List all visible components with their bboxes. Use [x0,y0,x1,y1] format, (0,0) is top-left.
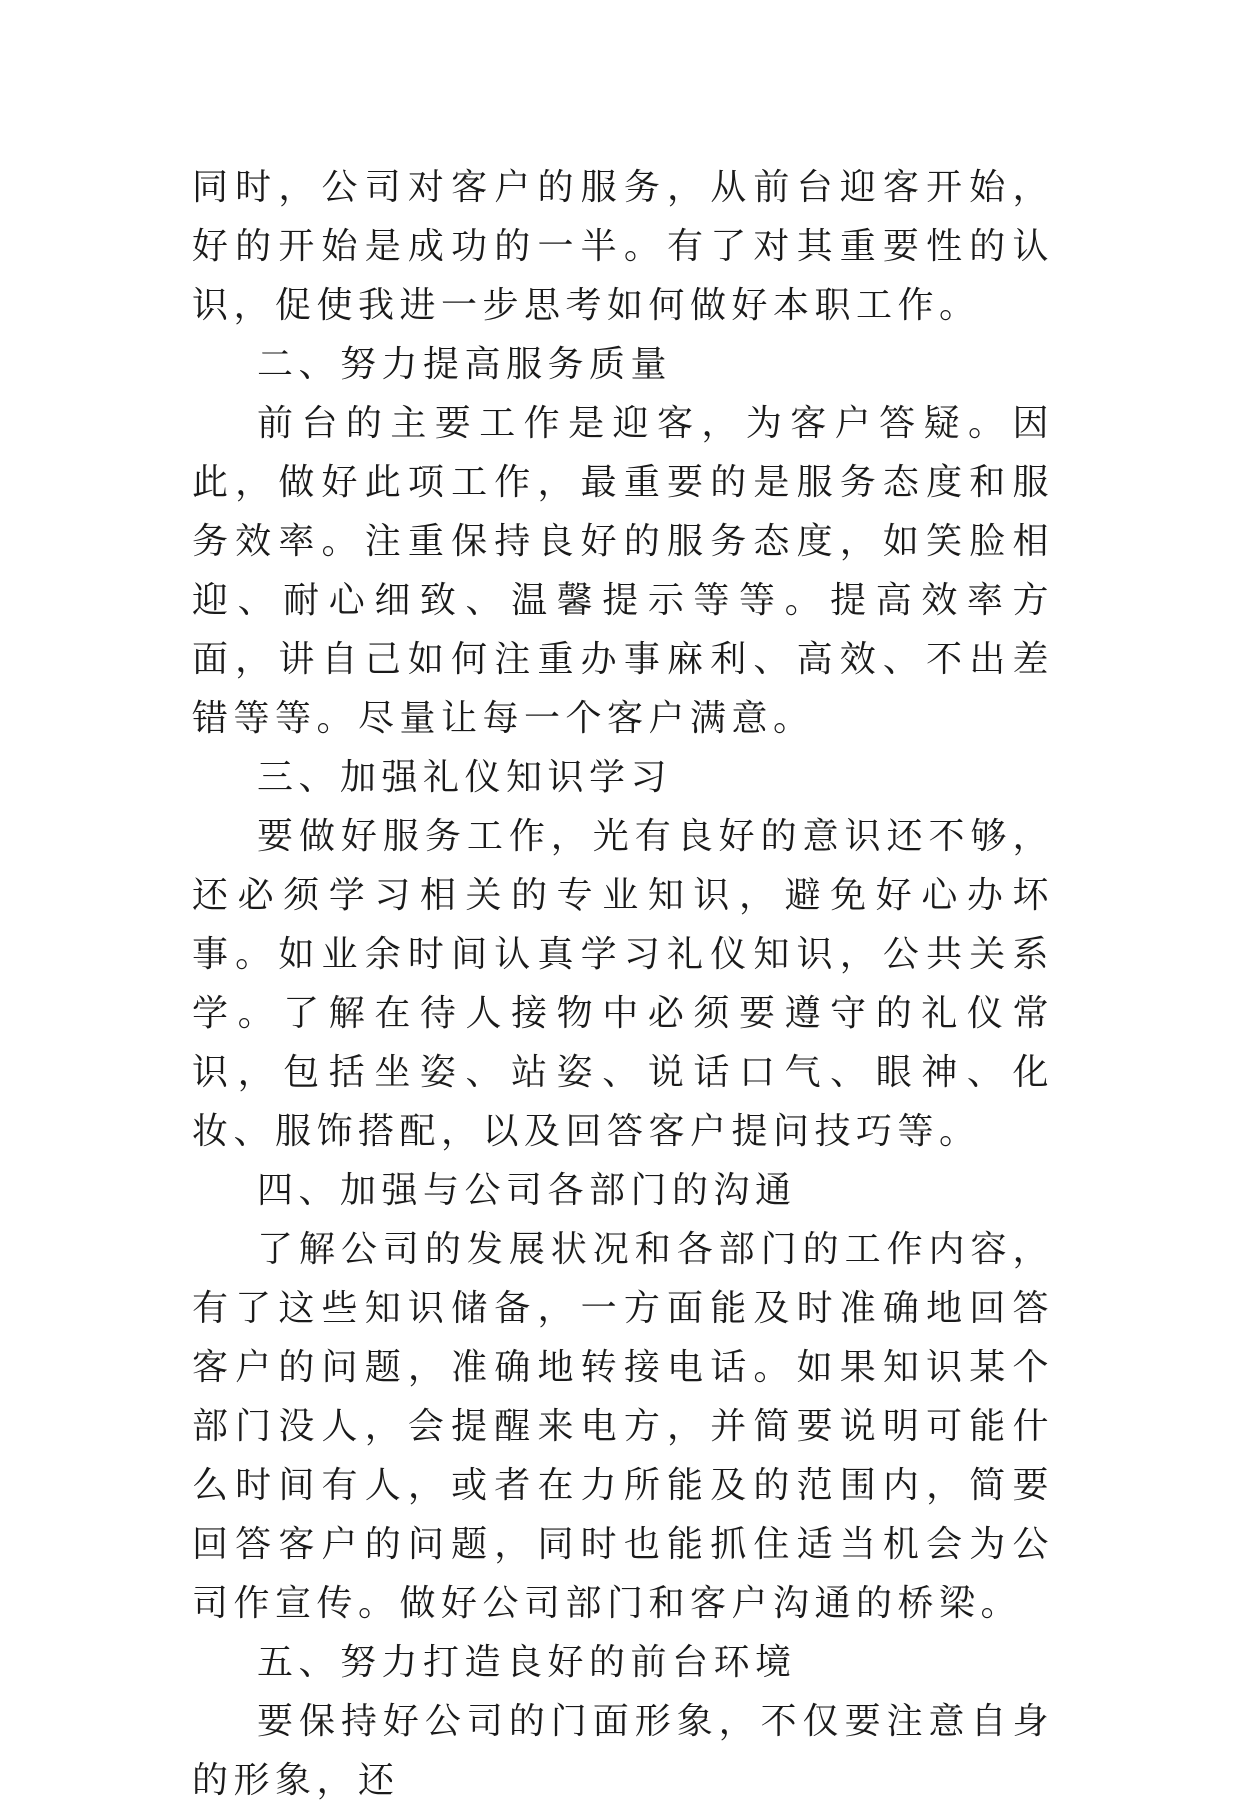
body-paragraph-continuation: 同时，公司对客户的服务，从前台迎客开始，好的开始是成功的一半。有了对其重要性的认识，促使我进一步思考如何做好本职工作。 [192,167,1054,326]
body-paragraph-etiquette: 要做好服务工作，光有良好的意识还不够，还必须学习相关的专业知识，避免好心办坏事。如业余时间认真学习礼仪知识，公共关系学。了解在待人接物中必须要遵守的礼仪常识，包括坐姿、站姿、说话口气、眼神、化妆、服饰搭配，以及回答客户提问技巧等。 [192,816,1054,1152]
body-paragraph-communication: 了解公司的发展状况和各部门的工作内容，有了这些知识储备，一方面能及时准确地回答客户的问题，准确地转接电话。如果知识某个部门没人，会提醒来电方，并简要说明可能什么时间有人，或者在力所能及的范围内，简要回答客户的问题，同时也能抓住适当机会为公司作宣传。做好公司部门和客户沟通的桥梁。 [192,1229,1054,1624]
section-heading-5: 五、努力打造良好的前台环境 [257,1642,797,1683]
section-heading-3: 三、加强礼仪知识学习 [257,757,673,798]
document-page [192,158,1054,1810]
body-paragraph-environment: 要保持好公司的门面形象，不仅要注意自身的形象，还 [192,1701,1054,1801]
section-heading-2: 二、努力提高服务质量 [257,344,673,385]
section-heading-4: 四、加强与公司各部门的沟通 [257,1170,797,1211]
body-paragraph-service-quality: 前台的主要工作是迎客，为客户答疑。因此，做好此项工作，最重要的是服务态度和服务效率。注重保持良好的服务态度，如笑脸相迎、耐心细致、温馨提示等等。提高效率方面，讲自己如何注重办事麻利、高效、不出差错等等。尽量让每一个客户满意。 [192,403,1054,739]
